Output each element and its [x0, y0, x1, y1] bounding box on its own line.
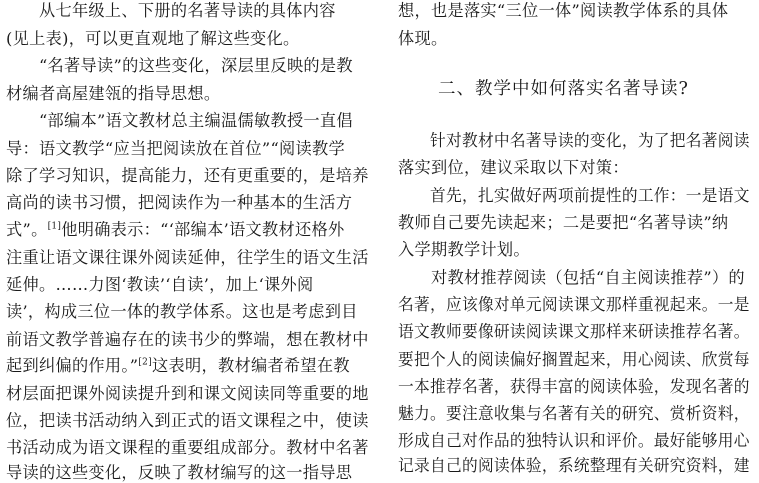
- text-line: 体现。: [398, 29, 448, 48]
- text-line: 魅力。要注意收集与名著有关的研究、赏析资料，: [398, 404, 750, 423]
- text-line: 落实到位，建议采取以下对策：: [398, 158, 629, 177]
- text-line: 语文教师要像研读阅读课文那样来研读推荐名著。: [398, 322, 750, 341]
- text-line: 读’，构成三位一体的教学体系。这也是考虑到目: [6, 302, 358, 321]
- section-heading: 二、教学中如何落实名著导读?: [438, 79, 689, 99]
- text-line: 延伸。……力图‘教读’‘自读’，加上‘课外阅: [6, 275, 314, 294]
- text-line: (见上表)，可以更直观地了解这些变化。: [6, 29, 300, 48]
- footnote-ref: [1]: [47, 221, 62, 232]
- text-line: [6, 356, 350, 376]
- text-line: 高尚的读书习惯，把阅读作为一种基本的生活方: [6, 193, 353, 212]
- text-segment: 起到纠偏的作用。”: [6, 356, 139, 375]
- text-line: 教师自己要先读起来；二是要把“名著导读”纳: [398, 213, 729, 232]
- text-line: 名著，应该像对单元阅读课文那样重视起来。一是: [398, 295, 750, 314]
- text-segment: 这表明，教材编者希望在教: [152, 356, 350, 375]
- text-line: 要把个人的阅读偏好搁置起来，用心阅读、欣赏每: [398, 350, 750, 369]
- text-line: 一本推荐名著，获得丰富的阅读体验，发现名著的: [398, 377, 750, 396]
- text-line: 入学期教学计划。: [398, 240, 530, 259]
- text-line: [6, 220, 344, 240]
- text-line: 导读的这些变化，反映了教材编写的这一指导思: [6, 463, 353, 482]
- text-line: 导：语文教学“应当把阅读放在首位”“阅读教学: [6, 139, 345, 158]
- text-line: 记录自己的阅读体验，系统整理有关研究资料，建: [398, 456, 750, 475]
- text-line: 除了学习知识，提高能力，还有更重要的，是培养: [6, 166, 369, 185]
- text-line: 想，也是落实“三位一体”阅读教学体系的具体: [398, 1, 729, 20]
- text-line: 材层面把课外阅读提升到和课文阅读同等重要的地: [6, 384, 369, 403]
- text-line: 位，把读书活动纳入到正式的语文课程之中，使读: [6, 411, 369, 430]
- text-line: 书活动成为语文课程的重要组成部分。教材中名著: [6, 438, 369, 457]
- text-line: 对教材推荐阅读（包括“自主阅读推荐”）的: [398, 268, 745, 287]
- text-line: “名著导读”的这些变化，深层里反映的是教: [6, 56, 353, 75]
- text-line: “部编本”语文教材总主编温儒敏教授一直倡: [6, 111, 353, 130]
- footnote-ref: [2]: [138, 357, 153, 368]
- text-line: 注重让语文课往课外阅读延伸，往学生的语文生活: [6, 248, 369, 267]
- text-line: 首先，扎实做好两项前提性的工作：一是语文: [398, 186, 750, 205]
- text-line: 材编者高屋建瓴的指导思想。: [6, 84, 221, 103]
- text-segment: 他明确表示：“‘部编本’语文教材还格外: [61, 220, 345, 239]
- text-line: 形成自己对作品的独特认识和评价。最好能够用心: [398, 431, 750, 450]
- text-line: 前语文教学普遍存在的读书少的弊端，想在教材中: [6, 330, 369, 349]
- text-segment: 式”。: [6, 220, 48, 239]
- text-line: 从七年级上、下册的名著导读的具体内容: [6, 1, 336, 20]
- text-line: 针对教材中名著导读的变化，为了把名著阅读: [398, 131, 750, 150]
